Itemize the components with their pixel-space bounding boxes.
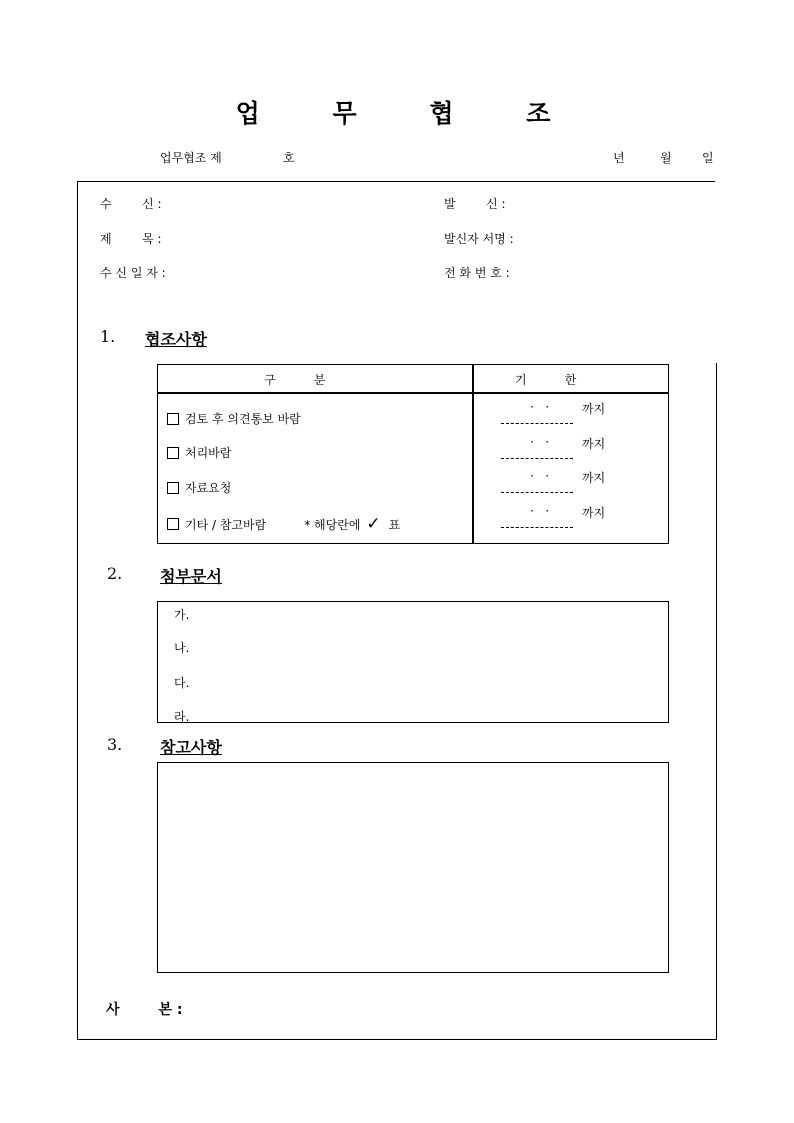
attachment-item-3: 다. (174, 676, 190, 690)
deadline-line-1 (501, 423, 573, 424)
deadline-date-1[interactable]: · · (530, 400, 550, 414)
checkmark-icon: ✓ (366, 514, 381, 534)
option-process[interactable] (167, 444, 231, 461)
checkbox-icon[interactable] (167, 447, 179, 459)
attachment-item-1: 가. (174, 608, 190, 622)
option-label: 기타 / 참고바람 (185, 517, 267, 532)
sender-signature-field[interactable]: 발신자 서명 : (444, 232, 514, 246)
document-title: 업 무 협 조 (235, 99, 583, 128)
subject-field[interactable]: 제 목 : (100, 232, 162, 246)
option-review-feedback[interactable] (167, 410, 301, 427)
recipient-field[interactable]: 수 신 : (100, 197, 162, 211)
section2-number: 2. (107, 564, 123, 583)
phone-field[interactable]: 전 화 번 호 : (444, 266, 510, 280)
attachments-box[interactable] (157, 601, 669, 723)
column-header-category: 구 분 (264, 373, 326, 387)
section1-number: 1. (100, 327, 116, 346)
date-year-label: 년 (613, 151, 625, 165)
option-data-request[interactable] (167, 479, 231, 496)
deadline-until-3: 까지 (582, 471, 606, 485)
frame-notch (715, 181, 719, 363)
column-header-deadline: 기 한 (515, 373, 577, 387)
attachment-item-2: 나. (174, 641, 190, 655)
section3-title: 참고사항 (160, 738, 222, 757)
received-date-field[interactable]: 수 신 일 자 : (100, 266, 166, 280)
deadline-date-2[interactable]: · · (530, 435, 550, 449)
attachment-item-4: 라. (174, 710, 190, 724)
deadline-date-3[interactable]: · · (530, 469, 550, 483)
deadline-until-1: 까지 (582, 402, 606, 416)
section3-number: 3. (107, 735, 123, 754)
doc-number-prefix: 업무협조 제 (160, 151, 222, 165)
copy-field[interactable]: 사 본 : (106, 1002, 183, 1018)
date-month-label: 월 (660, 151, 672, 165)
date-day-label: 일 (702, 151, 714, 165)
notes-box[interactable] (157, 762, 669, 973)
check-instruction: * 해당란에 (304, 517, 361, 532)
option-other-reference[interactable] (167, 514, 400, 534)
check-instruction-suffix: 표 (388, 517, 401, 532)
deadline-date-4[interactable]: · · (530, 504, 550, 518)
checkbox-icon[interactable] (167, 482, 179, 494)
sender-field[interactable]: 발 신 : (444, 197, 506, 211)
checkbox-icon[interactable] (167, 413, 179, 425)
option-label: 검토 후 의견통보 바람 (185, 412, 301, 426)
deadline-line-2 (501, 458, 573, 459)
option-label: 처리바람 (185, 446, 232, 460)
section1-title: 협조사항 (145, 330, 207, 349)
deadline-line-3 (501, 492, 573, 493)
option-label: 자료요청 (185, 481, 232, 495)
deadline-until-2: 까지 (582, 437, 606, 451)
table-divider (472, 364, 474, 544)
doc-number-suffix: 호 (283, 151, 295, 165)
deadline-until-4: 까지 (582, 506, 606, 520)
checkbox-icon[interactable] (167, 518, 179, 530)
section2-title: 첨부문서 (160, 567, 222, 586)
table-header-rule (157, 392, 669, 394)
deadline-line-4 (501, 527, 573, 528)
